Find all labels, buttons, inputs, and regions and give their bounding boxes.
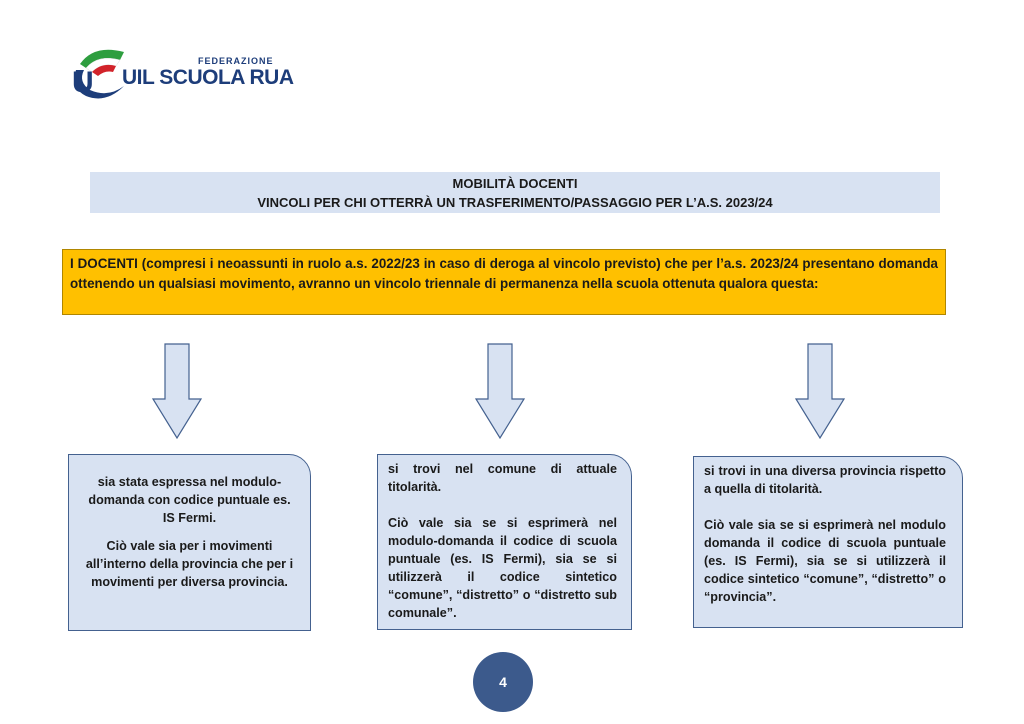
logo-federazione: FEDERAZIONE [198, 56, 274, 66]
down-arrow-icon [795, 343, 845, 439]
down-arrow-icon [152, 343, 202, 439]
condition-box-1 [68, 454, 311, 631]
page-subtitle: VINCOLI PER CHI OTTERRÀ UN TRASFERIMENTO/PASSAGGIO PER L’A.S. 2023/24 [257, 195, 773, 210]
svg-text:U: U [72, 66, 94, 99]
condition-main: si trovi in una diversa provincia rispetto a quella di titolarità. [704, 464, 946, 496]
intro-box: I DOCENTI (compresi i neoassunti in ruolo a.s. 2022/23 in caso di deroga al vincolo previsto) che per l’a.s. 2023/24 presentano domanda ottenendo un qualsiasi movimento, avranno un vincolo triennale di permanenza nella scuola ottenuta qualora questa: [62, 249, 946, 315]
condition-note: Ciò vale sia per i movimenti all’interno della provincia che per i movimenti per diversa provincia. [85, 539, 294, 589]
condition-box-2 [377, 454, 632, 630]
page-title: MOBILITÀ DOCENTI [452, 176, 578, 191]
page-number: 4 [473, 652, 533, 712]
condition-main: sia stata espressa nel modulo-domanda con codice puntuale es. IS Fermi. [88, 475, 291, 525]
title-band [90, 172, 940, 213]
down-arrow-icon [475, 343, 525, 439]
logo [66, 42, 294, 104]
logo-name: UIL SCUOLA RUA [122, 66, 294, 89]
condition-note: Ciò vale sia se si esprimerà nel modulo domanda il codice di scuola puntuale (es. IS Fermi), sia se si utilizzerà il codice sintetico “comune”, “distretto” o “provincia”. [704, 518, 946, 604]
condition-box-3 [693, 456, 963, 628]
condition-note: Ciò vale sia se si esprimerà nel modulo-domanda il codice di scuola puntuale (es. IS Fermi), sia se si utilizzerà il codice sintetico “comune”, “distretto” o “distretto sub comunale”. [388, 516, 617, 620]
condition-main: si trovi nel comune di attuale titolarità. [388, 462, 617, 494]
